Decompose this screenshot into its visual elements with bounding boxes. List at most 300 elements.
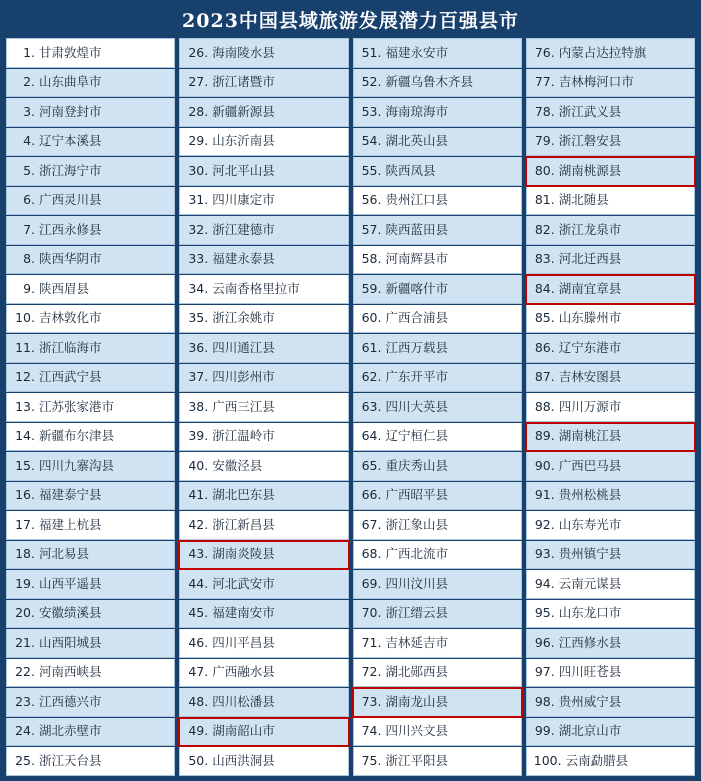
list-item-label: 广西灵川县 [39, 192, 102, 208]
list-item [526, 334, 695, 363]
list-item [526, 69, 695, 98]
list-item [353, 659, 522, 688]
list-item-label: 河南登封市 [39, 103, 102, 119]
list-item [526, 393, 695, 422]
list-item-rank: 85. [534, 310, 555, 326]
list-item-label: 辽宁东港市 [558, 339, 622, 355]
list-item-rank: 35. [188, 310, 209, 326]
list-item [6, 688, 175, 717]
list-item [526, 629, 695, 658]
list-item [526, 718, 695, 747]
list-item-rank: 15. [15, 457, 35, 473]
list-item [353, 69, 522, 98]
list-item-label: 浙江龙泉市 [558, 221, 622, 237]
list-item-rank: 65. [361, 457, 382, 473]
list-item [179, 688, 348, 717]
list-item-label: 江苏张家港市 [39, 398, 115, 414]
list-item-rank: 18. [15, 546, 35, 562]
list-item-rank: 68. [361, 546, 382, 562]
list-item-label: 广西三江县 [212, 398, 275, 414]
list-item-rank: 63. [361, 398, 382, 414]
list-item-label: 浙江建德市 [212, 221, 275, 237]
list-item-rank: 87. [534, 369, 555, 385]
list-item-label: 浙江磐安县 [558, 133, 622, 149]
list-item-rank: 54. [361, 133, 382, 149]
list-item-rank: 42. [188, 516, 209, 532]
list-item-rank: 95. [534, 605, 555, 621]
list-item-rank: 82. [534, 221, 555, 237]
list-item-label: 湖南桃江县 [558, 428, 622, 444]
page-title: 2023中国县域旅游发展潜力百强县市 [182, 9, 519, 32]
list-item [526, 38, 695, 68]
list-item-rank: 14. [15, 428, 35, 444]
list-item-label: 海南琼海市 [385, 103, 449, 119]
list-item [353, 246, 522, 275]
list-item [353, 511, 522, 540]
list-item-rank: 57. [361, 221, 382, 237]
list-item-rank: 48. [188, 693, 209, 709]
list-item-label: 四川通江县 [212, 339, 275, 355]
list-item-rank: 3. [23, 103, 35, 119]
list-item-rank: 58. [361, 251, 382, 267]
list-item-label: 吉林安图县 [558, 369, 622, 385]
list-item [179, 364, 348, 393]
list-item-label: 云南香格里拉市 [212, 280, 300, 296]
list-item-rank: 53. [361, 103, 382, 119]
list-item-label: 浙江海宁市 [39, 162, 102, 178]
list-item-rank: 27. [188, 74, 209, 90]
list-item-rank: 56. [361, 192, 382, 208]
list-item-rank: 8. [23, 251, 35, 267]
list-item [353, 216, 522, 245]
list-item-rank: 28. [188, 103, 209, 119]
list-item-rank: 50. [188, 752, 209, 768]
list-item-rank: 20. [15, 605, 35, 621]
list-item-label: 陕西眉县 [39, 280, 90, 296]
list-item-label: 四川康定市 [212, 192, 275, 208]
list-item-rank: 55. [361, 162, 382, 178]
list-item-label: 湖南桃源县 [558, 162, 622, 178]
list-item-rank: 90. [534, 457, 555, 473]
list-item-label: 山西平遥县 [39, 575, 102, 591]
list-item [526, 364, 695, 393]
ranking-column [351, 38, 524, 777]
list-item [353, 570, 522, 599]
list-item [6, 718, 175, 747]
list-item-rank: 77. [534, 74, 555, 90]
list-item-rank: 70. [361, 605, 382, 621]
list-item-label: 山东寿光市 [558, 516, 622, 532]
list-item-label: 湖北京山市 [558, 723, 622, 739]
list-item [353, 452, 522, 481]
list-item [179, 275, 348, 304]
list-item [179, 187, 348, 216]
list-item-label: 贵州镇宁县 [558, 546, 622, 562]
list-item-label: 贵州威宁县 [558, 693, 622, 709]
list-item [6, 305, 175, 334]
list-item-label: 海南陵水县 [212, 44, 275, 60]
list-item-label: 吉林敦化市 [39, 310, 102, 326]
list-item-label: 湖北随县 [558, 192, 609, 208]
list-item-label: 浙江缙云县 [385, 605, 449, 621]
list-item-label: 四川万源市 [558, 398, 622, 414]
list-item-label: 浙江温岭市 [212, 428, 275, 444]
list-item-rank: 38. [188, 398, 209, 414]
list-item-rank: 52. [361, 74, 382, 90]
list-item [6, 747, 175, 776]
list-item-label: 江西修水县 [558, 634, 622, 650]
list-item-label: 甘肃敦煌市 [39, 44, 102, 60]
list-item-label: 云南元谋县 [558, 575, 622, 591]
list-item-label: 浙江平阳县 [385, 752, 449, 768]
list-item-label: 四川汶川县 [385, 575, 449, 591]
list-item-label: 新疆喀什市 [385, 280, 449, 296]
list-item [179, 38, 348, 68]
list-item-rank: 24. [15, 723, 35, 739]
list-item-rank: 61. [361, 339, 382, 355]
list-item-label: 福建永泰县 [212, 251, 275, 267]
list-item-rank: 34. [188, 280, 209, 296]
list-item [353, 98, 522, 127]
list-item-rank: 26. [188, 44, 209, 60]
list-item-rank: 7. [23, 221, 35, 237]
list-item [6, 275, 175, 304]
list-item-label: 广西融水县 [212, 664, 275, 680]
list-item-label: 江西永修县 [39, 221, 102, 237]
list-item [526, 659, 695, 688]
list-item-rank: 83. [534, 251, 555, 267]
list-item [353, 393, 522, 422]
list-item [6, 128, 175, 157]
list-item [353, 718, 522, 747]
list-item-label: 河南辉县市 [385, 251, 449, 267]
list-item-label: 广西昭平县 [385, 487, 449, 503]
list-item-rank: 94. [534, 575, 555, 591]
list-item [6, 38, 175, 68]
list-item-label: 福建上杭县 [39, 516, 102, 532]
ranking-grid [0, 38, 701, 781]
list-item-rank: 97. [534, 664, 555, 680]
list-item-rank: 71. [361, 634, 382, 650]
list-item [179, 659, 348, 688]
list-item-rank: 79. [534, 133, 555, 149]
list-item-rank: 11. [15, 339, 35, 355]
list-item-rank: 43. [188, 546, 209, 562]
list-item-label: 湖南宜章县 [558, 280, 622, 296]
list-item [6, 187, 175, 216]
list-item-rank: 46. [188, 634, 209, 650]
list-item-label: 吉林延吉市 [385, 634, 449, 650]
list-item-rank: 29. [188, 133, 209, 149]
list-item [6, 393, 175, 422]
poster-header [0, 0, 701, 38]
list-item-rank: 40. [188, 457, 209, 473]
list-item [6, 157, 175, 186]
list-item [526, 423, 695, 452]
list-item-label: 山东曲阜市 [39, 74, 102, 90]
list-item-label: 山东滕州市 [558, 310, 622, 326]
list-item [526, 305, 695, 334]
list-item [6, 659, 175, 688]
list-item-rank: 93. [534, 546, 555, 562]
list-item [6, 629, 175, 658]
list-item [179, 128, 348, 157]
list-item-label: 浙江天台县 [39, 752, 102, 768]
list-item [526, 128, 695, 157]
list-item-rank: 74. [361, 723, 382, 739]
list-item [6, 511, 175, 540]
list-item [179, 393, 348, 422]
list-item [353, 275, 522, 304]
list-item-rank: 23. [15, 693, 35, 709]
list-item [6, 246, 175, 275]
ranking-column [524, 38, 697, 777]
list-item-label: 浙江新昌县 [212, 516, 275, 532]
list-item-rank: 91. [534, 487, 555, 503]
list-item-label: 四川彭州市 [212, 369, 275, 385]
list-item-label: 四川九寨沟县 [39, 457, 115, 473]
list-item-rank: 45. [188, 605, 209, 621]
list-item [179, 423, 348, 452]
list-item-label: 云南勐腊县 [565, 752, 629, 768]
list-item-label: 广西合浦县 [385, 310, 449, 326]
list-item-label: 安徽绩溪县 [39, 605, 102, 621]
list-item [526, 246, 695, 275]
list-item [6, 600, 175, 629]
list-item [353, 600, 522, 629]
list-item [526, 187, 695, 216]
list-item-label: 内蒙占达拉特旗 [558, 44, 647, 60]
list-item [179, 305, 348, 334]
list-item-rank: 2. [23, 74, 35, 90]
list-item [179, 482, 348, 511]
list-item-label: 山东沂南县 [212, 133, 275, 149]
list-item-rank: 62. [361, 369, 382, 385]
list-item [6, 570, 175, 599]
list-item-label: 河北易县 [39, 546, 90, 562]
list-item-rank: 25. [15, 752, 35, 768]
list-item-label: 浙江诸暨市 [212, 74, 275, 90]
list-item-label: 江西万载县 [385, 339, 449, 355]
list-item [6, 541, 175, 570]
list-item-rank: 21. [15, 634, 35, 650]
list-item [6, 482, 175, 511]
list-item-rank: 75. [361, 752, 382, 768]
list-item [526, 216, 695, 245]
list-item [353, 128, 522, 157]
list-item-rank: 17. [15, 516, 35, 532]
list-item [353, 364, 522, 393]
list-item-label: 江西武宁县 [39, 369, 102, 385]
list-item-label: 湖北赤壁市 [39, 723, 102, 739]
list-item-label: 江西德兴市 [39, 693, 102, 709]
list-item-rank: 66. [361, 487, 382, 503]
list-item-label: 新疆乌鲁木齐县 [385, 74, 474, 90]
list-item-rank: 44. [188, 575, 209, 591]
list-item-label: 辽宁本溪县 [39, 133, 102, 149]
list-item [353, 38, 522, 68]
list-item [179, 452, 348, 481]
list-item-label: 河北迁西县 [558, 251, 622, 267]
list-item-rank: 39. [188, 428, 209, 444]
list-item-rank: 99. [534, 723, 555, 739]
list-item-rank: 80. [534, 162, 555, 178]
list-item [179, 334, 348, 363]
list-item-label: 浙江余姚市 [212, 310, 275, 326]
list-item-rank: 31. [188, 192, 209, 208]
list-item-label: 福建泰宁县 [39, 487, 102, 503]
list-item [526, 600, 695, 629]
list-item-rank: 73. [361, 693, 382, 709]
list-item-label: 湖南龙山县 [385, 693, 449, 709]
list-item [353, 747, 522, 776]
list-item-label: 福建永安市 [385, 44, 449, 60]
list-item-rank: 12. [15, 369, 35, 385]
list-item-rank: 41. [188, 487, 209, 503]
list-item [179, 629, 348, 658]
list-item [526, 747, 695, 776]
list-item-rank: 37. [188, 369, 209, 385]
list-item-rank: 76. [534, 44, 555, 60]
list-item [526, 570, 695, 599]
list-item [179, 216, 348, 245]
list-item [526, 482, 695, 511]
list-item-rank: 86. [534, 339, 555, 355]
list-item-label: 陕西凤县 [385, 162, 436, 178]
list-item [6, 98, 175, 127]
list-item [179, 69, 348, 98]
list-item-label: 新疆布尔津县 [39, 428, 115, 444]
list-item-label: 河北武安市 [212, 575, 275, 591]
list-item [179, 600, 348, 629]
list-item [179, 747, 348, 776]
list-item [526, 275, 695, 304]
list-item [6, 452, 175, 481]
list-item [6, 423, 175, 452]
list-item-label: 吉林梅河口市 [558, 74, 634, 90]
list-item-rank: 16. [15, 487, 35, 503]
list-item-label: 新疆新源县 [212, 103, 275, 119]
list-item-rank: 89. [534, 428, 555, 444]
list-item-label: 四川平昌县 [212, 634, 275, 650]
list-item-rank: 49. [188, 723, 209, 739]
list-item [526, 98, 695, 127]
list-item [353, 688, 522, 717]
list-item-label: 辽宁桓仁县 [385, 428, 449, 444]
list-item-rank: 4. [23, 133, 35, 149]
list-item-rank: 32. [188, 221, 209, 237]
list-item [353, 305, 522, 334]
list-item [353, 482, 522, 511]
list-item [179, 718, 348, 747]
list-item-label: 山西洪洞县 [212, 752, 275, 768]
list-item [179, 570, 348, 599]
list-item-rank: 67. [361, 516, 382, 532]
list-item-label: 山东龙口市 [558, 605, 622, 621]
list-item-rank: 36. [188, 339, 209, 355]
list-item [526, 511, 695, 540]
list-item-rank: 6. [23, 192, 35, 208]
list-item [179, 511, 348, 540]
list-item [353, 187, 522, 216]
list-item-rank: 60. [361, 310, 382, 326]
list-item [353, 629, 522, 658]
list-item-label: 广西北流市 [385, 546, 449, 562]
list-item-rank: 30. [188, 162, 209, 178]
ranking-column [177, 38, 350, 777]
list-item-rank: 59. [361, 280, 382, 296]
list-item-label: 贵州江口县 [385, 192, 449, 208]
list-item [6, 69, 175, 98]
list-item [6, 216, 175, 245]
list-item [6, 334, 175, 363]
list-item-label: 河南西峡县 [39, 664, 102, 680]
list-item [179, 157, 348, 186]
list-item [526, 452, 695, 481]
list-item [353, 157, 522, 186]
list-item [353, 423, 522, 452]
list-item-label: 湖南炎陵县 [212, 546, 275, 562]
list-item-rank: 84. [534, 280, 555, 296]
list-item-label: 山西阳城县 [39, 634, 102, 650]
list-item-rank: 10. [15, 310, 35, 326]
list-item [6, 364, 175, 393]
list-item-rank: 47. [188, 664, 209, 680]
list-item-rank: 19. [15, 575, 35, 591]
list-item-rank: 1. [23, 44, 35, 60]
list-item-label: 湖北英山县 [385, 133, 449, 149]
list-item-label: 湖北巴东县 [212, 487, 275, 503]
list-item-label: 四川兴文县 [385, 723, 449, 739]
list-item-rank: 72. [361, 664, 382, 680]
list-item [179, 246, 348, 275]
ranking-column [4, 38, 177, 777]
list-item-label: 河北平山县 [212, 162, 275, 178]
list-item-label: 广东开平市 [385, 369, 449, 385]
list-item-rank: 78. [534, 103, 555, 119]
list-item-rank: 33. [188, 251, 209, 267]
list-item-label: 四川大英县 [385, 398, 449, 414]
list-item-rank: 64. [361, 428, 382, 444]
list-item-rank: 92. [534, 516, 555, 532]
list-item-rank: 9. [23, 280, 35, 296]
list-item-label: 四川松潘县 [212, 693, 275, 709]
list-item [526, 688, 695, 717]
list-item-label: 重庆秀山县 [385, 457, 449, 473]
list-item [353, 541, 522, 570]
list-item-rank: 13. [15, 398, 35, 414]
list-item-rank: 22. [15, 664, 35, 680]
list-item [526, 157, 695, 186]
list-item-rank: 81. [534, 192, 555, 208]
list-item-label: 湖北郧西县 [385, 664, 449, 680]
list-item-label: 广西巴马县 [558, 457, 622, 473]
list-item-rank: 98. [534, 693, 555, 709]
list-item-rank: 5. [23, 162, 35, 178]
list-item-rank: 96. [534, 634, 555, 650]
list-item-rank: 69. [361, 575, 382, 591]
list-item-rank: 88. [534, 398, 555, 414]
list-item-label: 浙江武义县 [558, 103, 622, 119]
list-item-label: 安徽泾县 [212, 457, 263, 473]
list-item-label: 四川旺苍县 [558, 664, 622, 680]
list-item [179, 541, 348, 570]
list-item-rank: 100. [533, 752, 562, 768]
list-item [526, 541, 695, 570]
list-item [353, 334, 522, 363]
list-item-label: 浙江象山县 [385, 516, 449, 532]
list-item-label: 陕西华阴市 [39, 251, 102, 267]
